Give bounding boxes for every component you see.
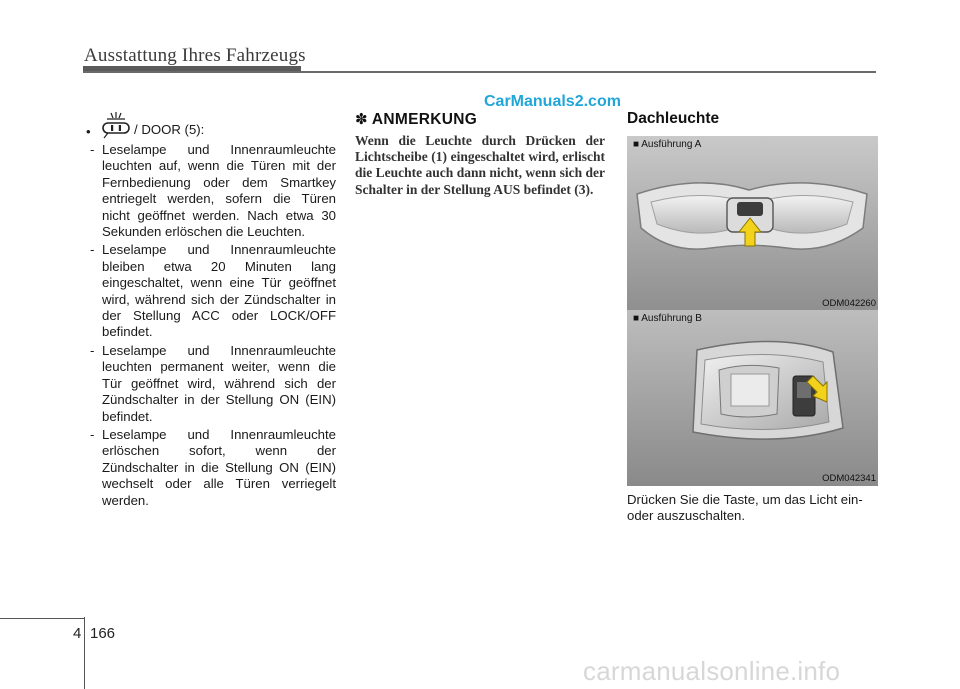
figure-version-b (627, 310, 878, 486)
list-item-text: Leselampe und Innenraumleuchte leuchten auf, wenn die Türen mit der Fernbedienung oder dem Smartkey entriegelt werden, sofern die Türen nicht geöffnet werden. Nach etwa 30 Sekunden erlöschen die Leuchten. (102, 142, 336, 240)
figure-a-code: ODM042260 (822, 298, 876, 309)
door-bullet (86, 110, 336, 140)
watermark-link[interactable]: CarManuals2.com (484, 93, 621, 110)
figure-b-label: ■ Ausführung B (633, 313, 702, 324)
section-heading: Dachleuchte (627, 110, 720, 127)
instruction-text: Drücken Sie die Taste, um das Licht ein- oder auszuschalten. (627, 492, 863, 524)
note-heading-text: ANMERKUNG (371, 111, 478, 128)
figure-version-a (627, 136, 878, 311)
list-item-text: Leselampe und Innenraumleuchte erlöschen sofort, wenn der Zündschalter in die Stellung ON (EIN) wechselt oder alle Türen verriegelt werden. (102, 426, 336, 508)
list-item: - Leselampe und Innenraumleuchte leuchten permanent weiter, wenn die Tür geöffnet wird, während sich der Zündschalter in der Stellung ON (EIN) befindet. (90, 342, 336, 424)
list-item: - Leselampe und Innenraumleuchte leuchten auf, wenn die Türen mit der Fernbedienung oder dem Smartkey entriegelt werden, sofern die Türen nicht geöffnet werden. Nach etwa 30 Sekunden erlöschen die Leuchten. (90, 142, 336, 240)
figure-a-label: ■ Ausführung A (633, 139, 702, 150)
footer-rule-horizontal (0, 618, 84, 619)
page-number: 166 (90, 625, 116, 642)
figure-b-code: ODM042341 (822, 473, 876, 484)
page-header-title: Ausstattung Ihres Fahrzeugs (84, 45, 306, 66)
right-column (627, 110, 878, 524)
list-item-text: Leselampe und Innenraumleuchte bleiben etwa 20 Minuten lang eingeschaltet, wenn eine Tür geöffnet wird, während sich der Zündschalter in der Stellung ACC oder LOCK/OFF befindet. (102, 242, 336, 340)
dome-lamp-a-illustration (627, 136, 878, 311)
chapter-number: 4 (73, 625, 82, 642)
dome-lamp-b-illustration (627, 310, 878, 486)
note-star-icon: ✽ (355, 111, 368, 128)
header-rule-thin (83, 71, 876, 73)
note-column (355, 110, 605, 198)
left-column (86, 110, 336, 509)
door-mode-label: / DOOR (5): (134, 122, 205, 137)
bullet-dot: • (86, 124, 91, 139)
footer-rule-vertical (84, 617, 85, 689)
list-item: - Leselampe und Innenraumleuchte erlöschen sofort, wenn der Zündschalter in die Stellung ON (EIN) wechselt oder alle Türen verriegelt werden. (90, 426, 336, 508)
note-body: Wenn die Leuchte durch Drücken der Lichtscheibe (1) eingeschaltet wird, erlischt die Leuchte auch dann nicht, wenn sich der Schalter in der Stellung AUS befindet (3). (355, 133, 605, 197)
list-item-text: Leselampe und Innenraumleuchte leuchten permanent weiter, wenn die Tür geöffnet wird, während sich der Zündschalter in der Stellung ON (EIN) befindet. (102, 342, 336, 424)
list-item: - Leselampe und Innenraumleuchte bleiben etwa 20 Minuten lang eingeschaltet, wenn eine Tür geöffnet wird, während sich der Zündschalter in der Stellung ACC oder LOCK/OFF befindet. (90, 242, 336, 340)
note-heading (355, 110, 605, 129)
interior-lamp-icon (100, 110, 132, 140)
footer-watermark-link[interactable]: carmanualsonline.info (583, 656, 841, 686)
